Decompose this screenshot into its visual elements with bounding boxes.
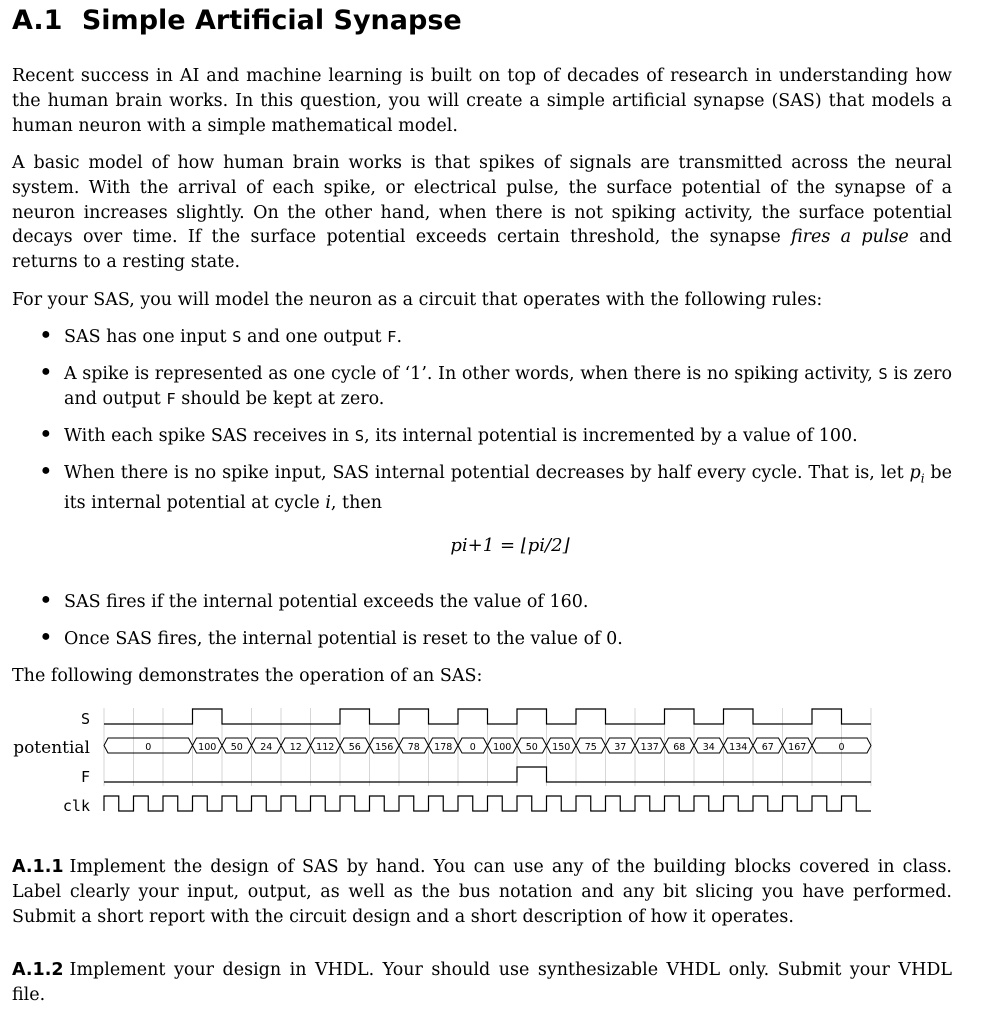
potential-value: 78 (407, 742, 420, 753)
signal-f: F (387, 328, 397, 346)
task-a11-text: Implement the design of SAS by hand. You can use any of the building blocks covered in class. Label clearly your input, output, as well as the bus notation and any bit slicing you have performed. Submit a short report with the circuit design and a short description of how it operates. (12, 857, 952, 927)
signal-label-f: F (80, 768, 90, 786)
potential-value: 100 (198, 742, 217, 753)
potential-value: 178 (434, 742, 453, 753)
potential-value: 137 (640, 742, 659, 753)
potential-value: 37 (614, 742, 627, 753)
signal-s: S (878, 365, 888, 383)
potential-value: 156 (375, 742, 394, 753)
potential-value: 75 (584, 742, 597, 753)
rule-1-text-b: and one output (241, 327, 388, 347)
rule-2-text-a: A spike is represented as one cycle of ‘1’. In other words, when there is no spiking activity, (64, 364, 879, 384)
demo-text: The following demonstrates the operation of an SAS: (12, 666, 483, 686)
bullet-dot: ● (41, 628, 51, 645)
rule-4-text-a: When there is no spike input, SAS internal potential decreases by half every cycle. That is, let (64, 463, 910, 483)
rule-4-text-b: be its internal potential at cycle (64, 463, 952, 514)
signal-s: S (232, 328, 242, 346)
var-i-sub: i (920, 471, 925, 486)
rule-1 (64, 325, 952, 350)
rule-3-text-a: With each spike SAS receives in (64, 426, 355, 446)
intro-paragraph-2 (12, 151, 952, 275)
section-number: A.1 (12, 5, 63, 36)
potential-value: 50 (525, 742, 538, 753)
task-a12-text: Implement your design in VHDL. Your should use synthesizable VHDL only. Submit your VHDL file. (12, 960, 952, 1005)
rule-3 (64, 424, 952, 449)
waveform-s (104, 709, 871, 724)
intro-paragraph-1: Recent success in AI and machine learning is built on top of decades of research in understanding how the human brain works. In this question, you will create a simple artificial synapse (SAS) that models a human neuron with a simple mathematical model. (12, 66, 952, 136)
p2-text-a: A basic model of how human brain works is that spikes of signals are transmitted across the neural system. With the arrival of each spike, or electrical pulse, the surface potential of the synapse of a neuron increases slightly. On the other hand, when there is not spiking activity, the surface potential decays over time. If the surface potential exceeds certain threshold, the synapse (12, 153, 952, 248)
signal-label-s: S (80, 710, 90, 728)
signal-s: S (354, 427, 365, 445)
potential-value: 0 (838, 742, 845, 753)
bullet-dot: ● (41, 462, 51, 479)
task-a11 (12, 855, 952, 929)
rule-4-text-c: , then (330, 493, 382, 514)
rule-5: SAS fires if the internal potential exceeds the value of 160. (64, 592, 589, 612)
p2-text-b: and returns to a resting state. (12, 227, 952, 273)
potential-value: 0 (469, 742, 476, 753)
waveform-clk (104, 796, 871, 811)
rule-2-text-c: should be kept at zero. (175, 388, 385, 409)
p2-emphasis: fires a pulse (790, 227, 909, 248)
potential-value: 0 (145, 742, 152, 753)
potential-value: 50 (230, 742, 243, 753)
rule-2-text-b: is zero and output (64, 364, 953, 409)
potential-value: 134 (729, 742, 748, 753)
rule-2 (64, 362, 952, 412)
rule-4 (64, 461, 952, 516)
section-title: Simple Artificial Synapse (81, 5, 462, 36)
potential-value: 67 (761, 742, 774, 753)
potential-value: 34 (702, 742, 715, 753)
rule-6: Once SAS fires, the internal potential is reset to the value of 0. (64, 629, 623, 649)
signal-label-potential: potential (13, 738, 90, 758)
potential-value: 24 (260, 742, 273, 753)
potential-value: 12 (289, 742, 302, 753)
bullet-dot: ● (41, 591, 51, 608)
signal-f: F (166, 389, 176, 408)
var-i: i (325, 493, 331, 514)
bullet-dot: ● (41, 425, 51, 442)
bullet-dot: ● (41, 326, 51, 343)
task-a12-label: A.1.2 (12, 960, 64, 980)
task-a12 (12, 958, 952, 1008)
task-a11-label: A.1.1 (12, 857, 64, 877)
bullet-dot: ● (41, 363, 51, 380)
timing-diagram (0, 700, 984, 825)
potential-value: 100 (493, 742, 512, 753)
signal-label-clk: clk (62, 797, 90, 815)
potential-value: 150 (552, 742, 571, 753)
decay-equation: pi+1 = ⌊pi/2⌋ (450, 535, 570, 556)
potential-value: 112 (316, 742, 335, 753)
rule-1-text-c: . (396, 327, 403, 347)
rule-3-text-b: , its internal potential is incremented by a value of 100. (364, 426, 858, 446)
potential-value: 68 (673, 742, 686, 753)
intro-paragraph-3: For your SAS, you will model the neuron as a circuit that operates with the following rules: (12, 290, 823, 310)
section-heading (12, 5, 462, 36)
potential-value: 167 (788, 742, 807, 753)
potential-value: 56 (348, 742, 361, 753)
var-p: p (909, 463, 921, 483)
rule-1-text-a: SAS has one input (64, 327, 233, 347)
